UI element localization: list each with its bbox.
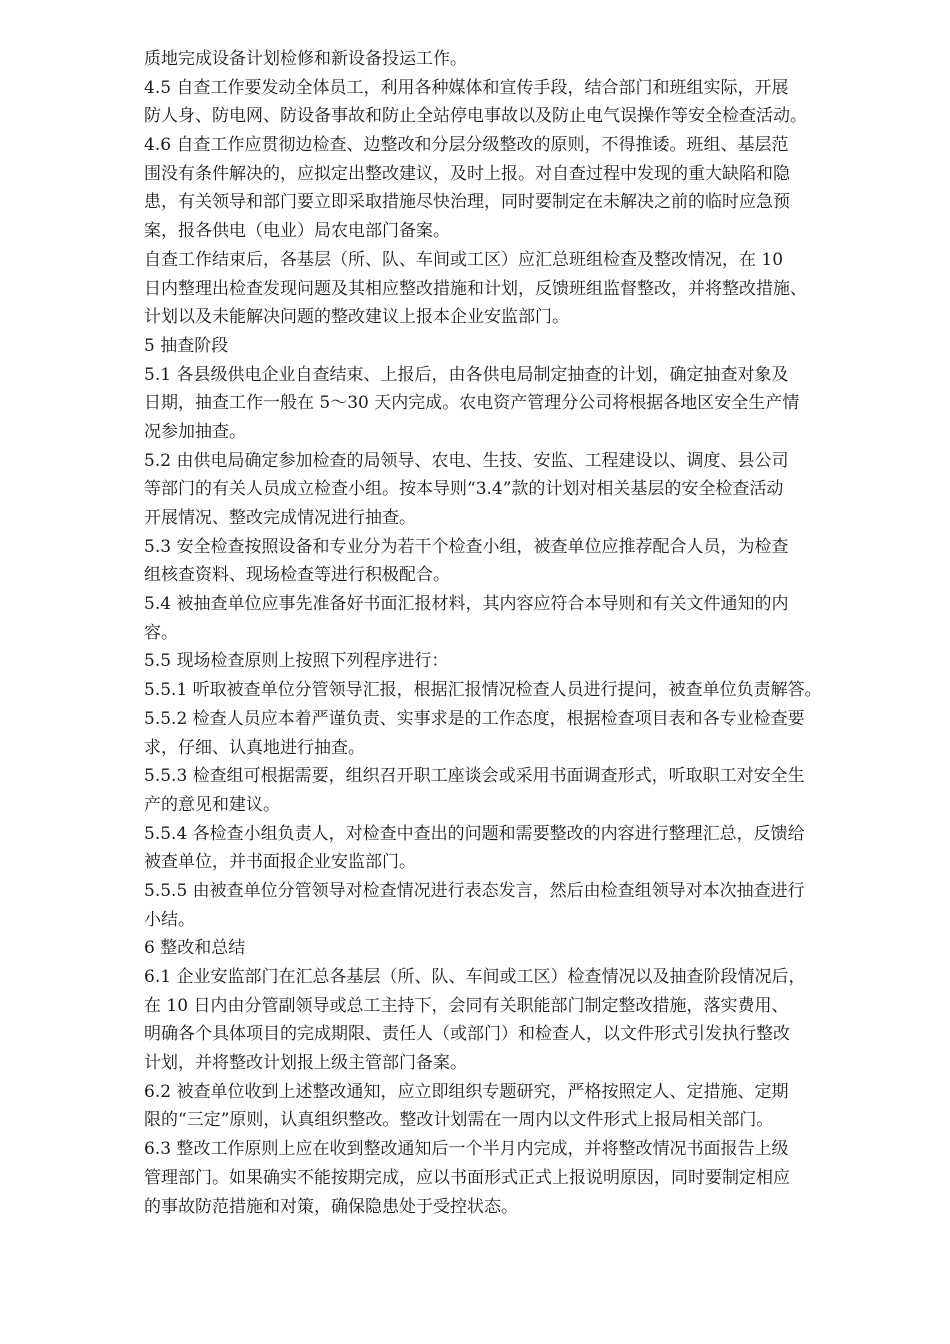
text-line: 日期，抽查工作一般在 5～30 天内完成。农电资产管理分公司将根据各地区安全生产情 xyxy=(144,393,800,414)
text-line: 6.1 企业安监部门在汇总各基层（所、队、车间或工区）检查情况以及抽查阶段情况后， xyxy=(144,967,806,987)
text-line: 况参加抽查。 xyxy=(144,421,246,442)
text-line: 5.5.3 检查组可根据需要，组织召开职工座谈会或采用书面调查形式，听取职工对安全生 xyxy=(144,766,805,787)
text-line: 患，有关领导和部门要立即采取措施尽快治理，同时要制定在未解决之前的临时应急预 xyxy=(144,192,790,213)
text-line: 5.5.2 检查人员应本着严谨负责、实事求是的工作态度，根据检查项目表和各专业检查要 xyxy=(144,708,805,729)
section-heading: 6 整改和总结 xyxy=(144,938,246,959)
text-line: 求，仔细、认真地进行抽查。 xyxy=(144,737,365,758)
text-line: 案，报各供电（电业）局农电部门备案。 xyxy=(144,221,450,242)
text-line: 开展情况、整改完成情况进行抽查。 xyxy=(144,508,416,528)
text-line: 5.3 安全检查按照设备和专业分为若干个检查小组，被查单位应推荐配合人员，为检查 xyxy=(144,536,789,557)
text-line: 5.5.4 各检查小组负责人，对检查中查出的问题和需要整改的内容进行整理汇总，反馈给 xyxy=(144,823,805,844)
text-line: 明确各个具体项目的完成期限、责任人（或部门）和检查人，以文件形式引发执行整改 xyxy=(144,1024,790,1045)
text-line: 5.1 各县级供电企业自查结束、上报后，由各供电局制定抽查的计划，确定抽查对象及 xyxy=(144,364,789,385)
text-line: 日内整理出检查发现问题及其相应整改措施和计划，反馈班组监督整改，并将整改措施、 xyxy=(144,278,807,299)
text-line: 4.6 自查工作应贯彻边检查、边整改和分层分级整改的原则，不得推诿。班组、基层范 xyxy=(144,135,789,156)
text-line: 5.2 由供电局确定参加检查的局领导、农电、生技、安监、工程建设以、调度、县公司 xyxy=(144,450,789,471)
section-heading: 5 抽查阶段 xyxy=(144,335,229,356)
text-line: 4.5 自查工作要发动全体员工，利用各种媒体和宣传手段，结合部门和班组实际，开展 xyxy=(144,77,789,98)
text-line: 围没有条件解决的，应拟定出整改建议，及时上报。对自查过程中发现的重大缺陷和隐 xyxy=(144,163,790,184)
text-line: 被查单位，并书面报企业安监部门。 xyxy=(144,852,416,873)
text-line: 等部门的有关人员成立检查小组。按本导则“3.4”款的计划对相关基层的安全检查活动 xyxy=(144,479,784,500)
document-body xyxy=(144,45,944,1221)
text-line: 产的意见和建议。 xyxy=(144,794,280,815)
text-line: 管理部门。如果确实不能按期完成，应以书面形式正式上报说明原因，同时要制定相应 xyxy=(144,1167,790,1188)
text-line: 5.5.1 听取被查单位分管领导汇报，根据汇报情况检查人员进行提问，被查单位负责解答。 xyxy=(144,680,822,701)
text-line: 5.5 现场检查原则上按照下列程序进行： xyxy=(144,651,449,672)
text-line: 组核查资料、现场检查等进行积极配合。 xyxy=(144,565,450,586)
text-line: 计划以及未能解决问题的整改建议上报本企业安监部门。 xyxy=(144,307,569,328)
text-line: 6.2 被查单位收到上述整改通知，应立即组织专题研究，严格按照定人、定措施、定期 xyxy=(144,1081,789,1102)
text-line: 防人身、防电网、防设备事故和防止全站停电事故以及防止电气误操作等安全检查活动。 xyxy=(144,106,807,127)
text-line: 的事故防范措施和对策，确保隐患处于受控状态。 xyxy=(144,1196,518,1217)
text-line: 在 10 日内由分管副领导或总工主持下，会同有关职能部门制定整改措施，落实费用、 xyxy=(144,995,789,1016)
text-line: 限的“三定”原则，认真组织整改。整改计划需在一周内以文件形式上报局相关部门。 xyxy=(144,1110,774,1131)
text-line: 计划，并将整改计划报上级主管部门备案。 xyxy=(144,1053,467,1074)
text-line: 质地完成设备计划检修和新设备投运工作。 xyxy=(144,49,467,69)
text-line: 自查工作结束后，各基层（所、队、车间或工区）应汇总班组检查及整改情况，在 10 xyxy=(144,249,784,270)
text-line: 容。 xyxy=(144,622,178,643)
text-line: 5.5.5 由被查单位分管领导对检查情况进行表态发言，然后由检查组领导对本次抽查进行 xyxy=(144,880,805,901)
text-line: 6.3 整改工作原则上应在收到整改通知后一个半月内完成，并将整改情况书面报告上级 xyxy=(144,1139,789,1160)
text-line: 5.4 被抽查单位应事先准备好书面汇报材料，其内容应符合本导则和有关文件通知的内 xyxy=(144,594,789,615)
text-line: 小结。 xyxy=(144,909,195,930)
